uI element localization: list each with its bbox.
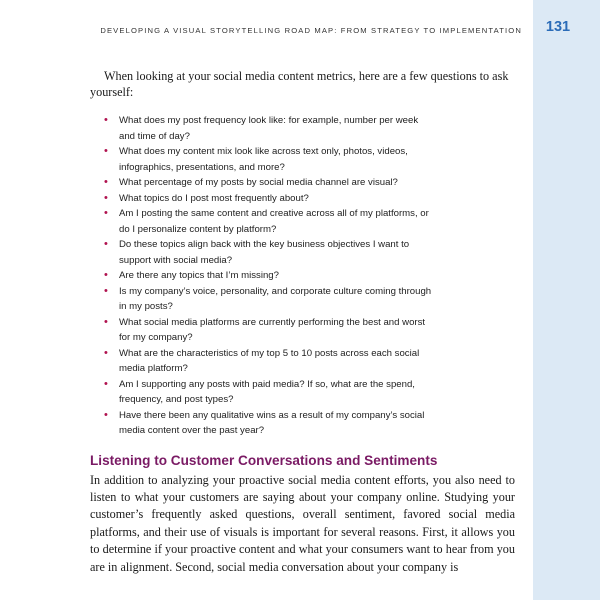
page-number: 131 <box>545 19 571 35</box>
list-item <box>90 175 515 191</box>
list-item-text: Am I posting the same content and creative across all of my platforms, or do I personalize content by platform? <box>119 208 429 235</box>
section-paragraph: In addition to analyzing your proactive social media content efforts, you also need to listen to what your customers are saying about your company online. Studying your customer’s frequently asked questions, overall sentiment, favored social media platforms, and their use of visuals is important for several reasons. First, it allows you to determine if your proactive content and what your consumers want to hear from you are in alignment. Second, social media conversation about your company is <box>90 472 515 574</box>
list-item-text: Do these topics align back with the key business objectives I want to support with social media? <box>119 239 410 266</box>
bullet-icon: • <box>104 238 108 250</box>
bullet-icon: • <box>104 269 108 281</box>
list-item <box>90 268 515 284</box>
bullet-icon: • <box>104 346 108 359</box>
intro-paragraph: When looking at your social media content metrics, here are a few questions to ask yourself: <box>90 69 509 99</box>
list-item-text: What topics do I post most frequently about? <box>119 192 309 204</box>
bullet-icon: • <box>104 176 108 188</box>
section-heading: Listening to Customer Conversations and Sentiments <box>90 452 438 468</box>
list-item <box>90 346 515 377</box>
running-header: DEVELOPING A VISUAL STORYTELLING ROAD MAP: FROM STRATEGY TO IMPLEMENTATION <box>100 26 522 35</box>
bullet-icon: • <box>104 315 108 328</box>
list-item <box>90 206 515 237</box>
list-item-text: Are there any topics that I’m missing? <box>119 270 279 281</box>
list-item-text: What are the characteristics of my top 5 to 10 posts across each social media platform? <box>119 347 420 374</box>
list-item-text: Have there been any qualitative wins as a result of my company’s social media content over the past year? <box>119 409 425 436</box>
bullet-icon: • <box>104 114 108 126</box>
page-margin-band <box>533 0 600 600</box>
list-item <box>90 237 515 268</box>
list-item <box>90 408 515 439</box>
list-item <box>90 113 515 144</box>
question-list <box>90 113 515 439</box>
list-item <box>90 144 515 175</box>
bullet-icon: • <box>104 377 108 390</box>
list-item-text: What percentage of my posts by social media channel are visual? <box>119 177 398 188</box>
list-item-text: What does my post frequency look like: for example, number per week and time of day? <box>119 115 419 142</box>
list-item-text: Am I supporting any posts with paid media? If so, what are the spend, frequency, and post types? <box>119 378 415 405</box>
list-item-text: Is my company’s voice, personality, and corporate culture coming through in my posts? <box>119 285 432 312</box>
bullet-icon: • <box>104 145 108 157</box>
bullet-icon: • <box>104 191 108 204</box>
list-item <box>90 377 515 408</box>
list-item-text: What social media platforms are currently performing the best and worst for my company? <box>119 316 426 343</box>
page-body <box>90 68 515 576</box>
list-item <box>90 284 515 315</box>
bullet-icon: • <box>104 284 108 297</box>
list-item <box>90 315 515 346</box>
list-item <box>90 191 515 207</box>
bullet-icon: • <box>104 408 108 421</box>
bullet-icon: • <box>104 207 108 219</box>
list-item-text: What does my content mix look like across text only, photos, videos, infographics, presentations, and more? <box>119 146 408 173</box>
